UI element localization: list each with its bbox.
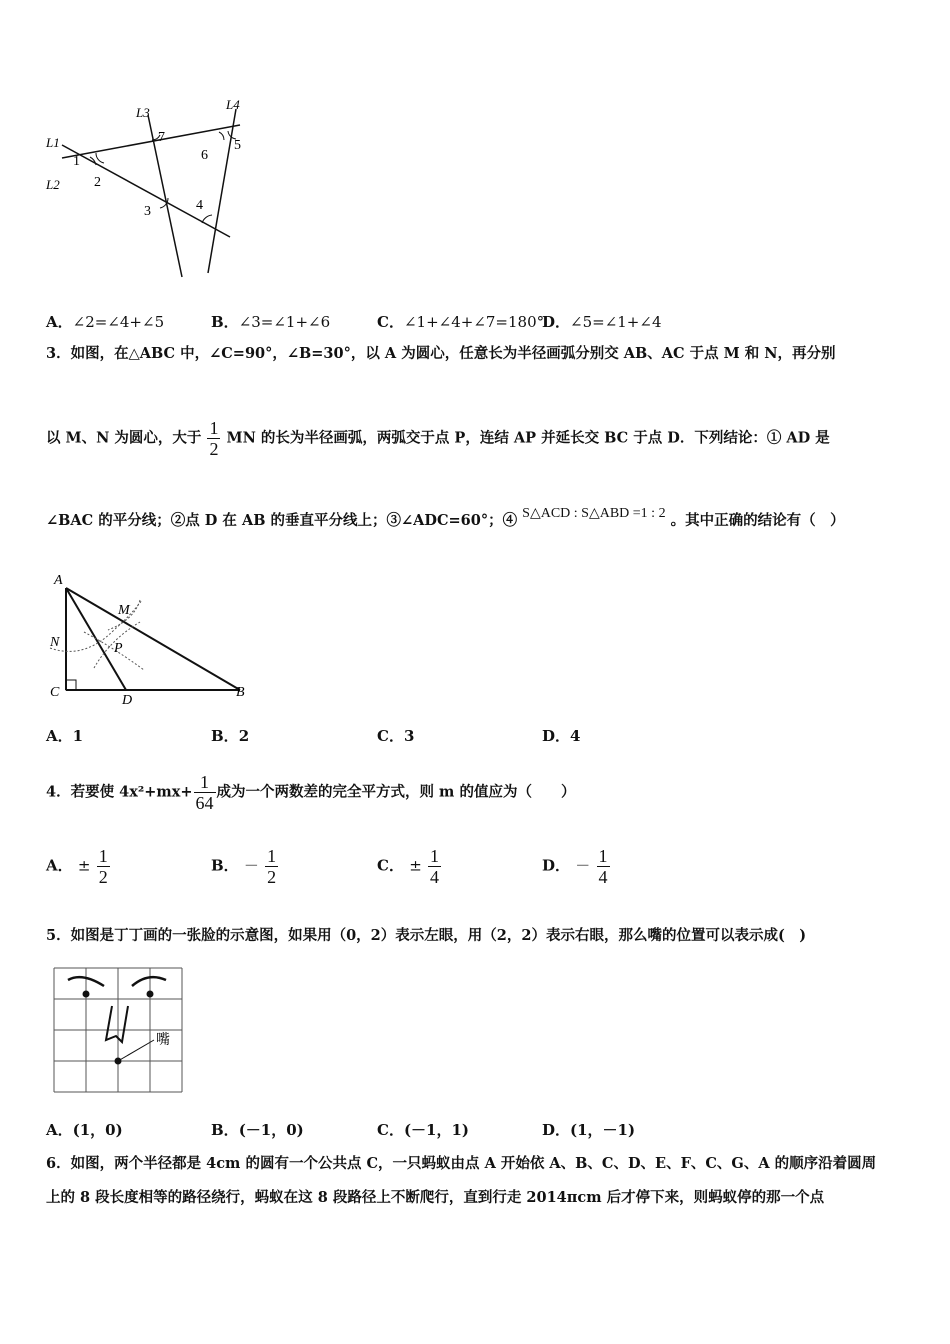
option-letter: B． — [211, 856, 239, 875]
option-letter: C． — [377, 856, 404, 875]
q3-line-1: 3．如图，在△ABC 中，∠C=90°，∠B=30°，以 A 为圆心，任意长为半径画弧分别交 AB、AC 于点 M 和 N，再分别 — [46, 345, 836, 362]
q6-line-1: 6．如图，两个半径都是 4cm 的圆有一个公共点 C，一只蚂蚁由点 A 开始依 A、B、C、D、E、F、C、G、A 的顺序沿着圆周 — [46, 1155, 877, 1172]
q5-line: 5．如图是丁丁画的一张脸的示意图，如果用（0，2）表示左眼，用（2，2）表示右眼，那么嘴的位置可以表示成( ) — [46, 927, 807, 944]
q3-line-2 — [46, 418, 910, 459]
fraction-denominator: 4 — [598, 867, 608, 887]
q3-label-A: A — [54, 573, 63, 588]
fraction-denominator: 2 — [98, 867, 108, 887]
q5-option-d[interactable] — [542, 1119, 635, 1140]
q2-label-2: 2 — [94, 175, 101, 190]
q3-label-N: N — [50, 635, 60, 650]
option-fraction — [597, 846, 610, 887]
option-letter: A． — [46, 313, 73, 331]
q4-option-b[interactable] — [211, 846, 279, 887]
q4-option-d[interactable] — [542, 846, 611, 887]
fraction-numerator: 1 — [98, 846, 108, 866]
option-letter: A． — [46, 856, 73, 875]
q2-label-1: 1 — [73, 154, 80, 169]
option-text: ∠1+∠4+∠7=180° — [403, 313, 545, 331]
fraction-denominator: 2 — [209, 439, 219, 459]
one-sixty-fourth-fraction — [194, 772, 216, 813]
option-fraction — [265, 846, 278, 887]
q3-label-P: P — [114, 641, 123, 656]
q3-label-B: B — [236, 685, 245, 700]
q2-label-L2: L2 — [46, 177, 60, 192]
q6-line-2: 上的 8 段长度相等的路径绕行，蚂蚁在这 8 段路径上不断爬行，直到行走 2014πcm 后才停下来，则蚂蚁停的那一个点 — [46, 1189, 825, 1206]
q3-option-b[interactable] — [211, 725, 249, 746]
q4-line — [46, 772, 910, 813]
option-letter: D． — [542, 313, 571, 331]
q3-line-3 — [46, 506, 910, 533]
area-ratio-formula: S△ACD : S△ABD =1 : 2 — [522, 506, 666, 521]
q2-option-a[interactable] — [46, 311, 164, 332]
q3-line-2-post: MN 的长为半径画弧，两弧交于点 P，连结 AP 并延长交 BC 于点 D．下列结论：① AD 是 — [226, 429, 830, 447]
q3-option-c[interactable] — [377, 725, 414, 746]
option-sign: ± — [77, 856, 91, 875]
option-letter: C． — [377, 313, 404, 331]
option-letter: C． — [377, 1121, 404, 1139]
option-text: 4 — [570, 727, 581, 745]
q4-option-a[interactable] — [46, 846, 111, 887]
q4-option-c[interactable] — [377, 846, 442, 887]
option-sign: ± — [409, 856, 422, 875]
q3-option-a[interactable] — [46, 725, 83, 746]
q3-line-3-post: 。其中正确的结论有（ ） — [670, 512, 845, 529]
option-text: 2 — [238, 727, 250, 745]
fraction-denominator: 4 — [430, 867, 439, 887]
q4-line-post: 成为一个两数差的完全平方式，则 m 的值应为（ ） — [216, 783, 576, 801]
fraction-numerator: 1 — [194, 772, 216, 793]
q5-mouth-label: 嘴 — [156, 1033, 170, 1048]
fraction-numerator: 1 — [209, 418, 219, 438]
q3-line-3-pre: ∠BAC 的平分线；②点 D 在 AB 的垂直平分线上；③∠ADC=60°；④ — [46, 512, 518, 529]
q2-label-5: 5 — [234, 138, 241, 153]
q2-label-L1: L1 — [46, 135, 60, 150]
option-text: 3 — [403, 727, 415, 745]
q3-line-2-pre: 以 M、N 为圆心，大于 — [46, 429, 202, 447]
option-letter: B． — [211, 727, 239, 745]
option-text: ∠5=∠1+∠4 — [570, 313, 662, 331]
q5-option-a[interactable] — [46, 1119, 123, 1140]
q2-label-7: 7 — [158, 130, 165, 145]
option-fraction — [428, 846, 441, 887]
option-fraction — [97, 846, 110, 887]
option-text: (1，－1) — [570, 1121, 636, 1139]
q2-option-b[interactable] — [211, 311, 330, 332]
option-letter: C． — [377, 727, 404, 745]
option-letter: B． — [211, 313, 239, 331]
half-fraction — [207, 418, 220, 459]
fraction-denominator: 2 — [267, 867, 277, 887]
option-text: ∠2=∠4+∠5 — [72, 313, 165, 331]
option-letter: B． — [211, 1121, 239, 1139]
option-letter: A． — [46, 1121, 73, 1139]
option-letter: A． — [46, 727, 73, 745]
option-sign: － — [243, 856, 259, 875]
q2-label-4: 4 — [196, 198, 203, 213]
q5-face-grid — [52, 966, 184, 1094]
q3-option-d[interactable] — [542, 725, 580, 746]
q2-figure — [40, 95, 250, 285]
option-letter: D． — [542, 1121, 571, 1139]
q2-option-d[interactable] — [542, 311, 662, 332]
q3-label-M: M — [118, 603, 130, 618]
fraction-numerator: 1 — [598, 846, 608, 866]
q2-label-6: 6 — [201, 148, 208, 163]
q4-line-pre: 4．若要使 4x²+mx+ — [46, 783, 193, 801]
q3-label-D: D — [122, 693, 133, 708]
q3-label-C: C — [50, 685, 60, 700]
option-text: ∠3=∠1+∠6 — [238, 313, 331, 331]
fraction-denominator: 64 — [195, 793, 214, 813]
option-letter: D． — [542, 727, 571, 745]
q2-label-L3: L3 — [136, 105, 150, 120]
option-letter: D． — [542, 856, 571, 875]
option-text: 1 — [72, 727, 84, 745]
q3-figure — [44, 570, 254, 710]
q2-label-3: 3 — [144, 204, 151, 219]
fraction-numerator: 1 — [267, 846, 277, 866]
option-text: (－1，1) — [403, 1121, 470, 1139]
option-text: (－1，0) — [238, 1121, 304, 1139]
q2-label-L4: L4 — [226, 97, 240, 112]
option-text: (1，0) — [72, 1121, 123, 1139]
q5-option-c[interactable] — [377, 1119, 469, 1140]
fraction-numerator: 1 — [430, 846, 439, 866]
q2-option-c[interactable] — [377, 311, 544, 332]
q5-option-b[interactable] — [211, 1119, 304, 1140]
option-sign: － — [575, 856, 591, 875]
